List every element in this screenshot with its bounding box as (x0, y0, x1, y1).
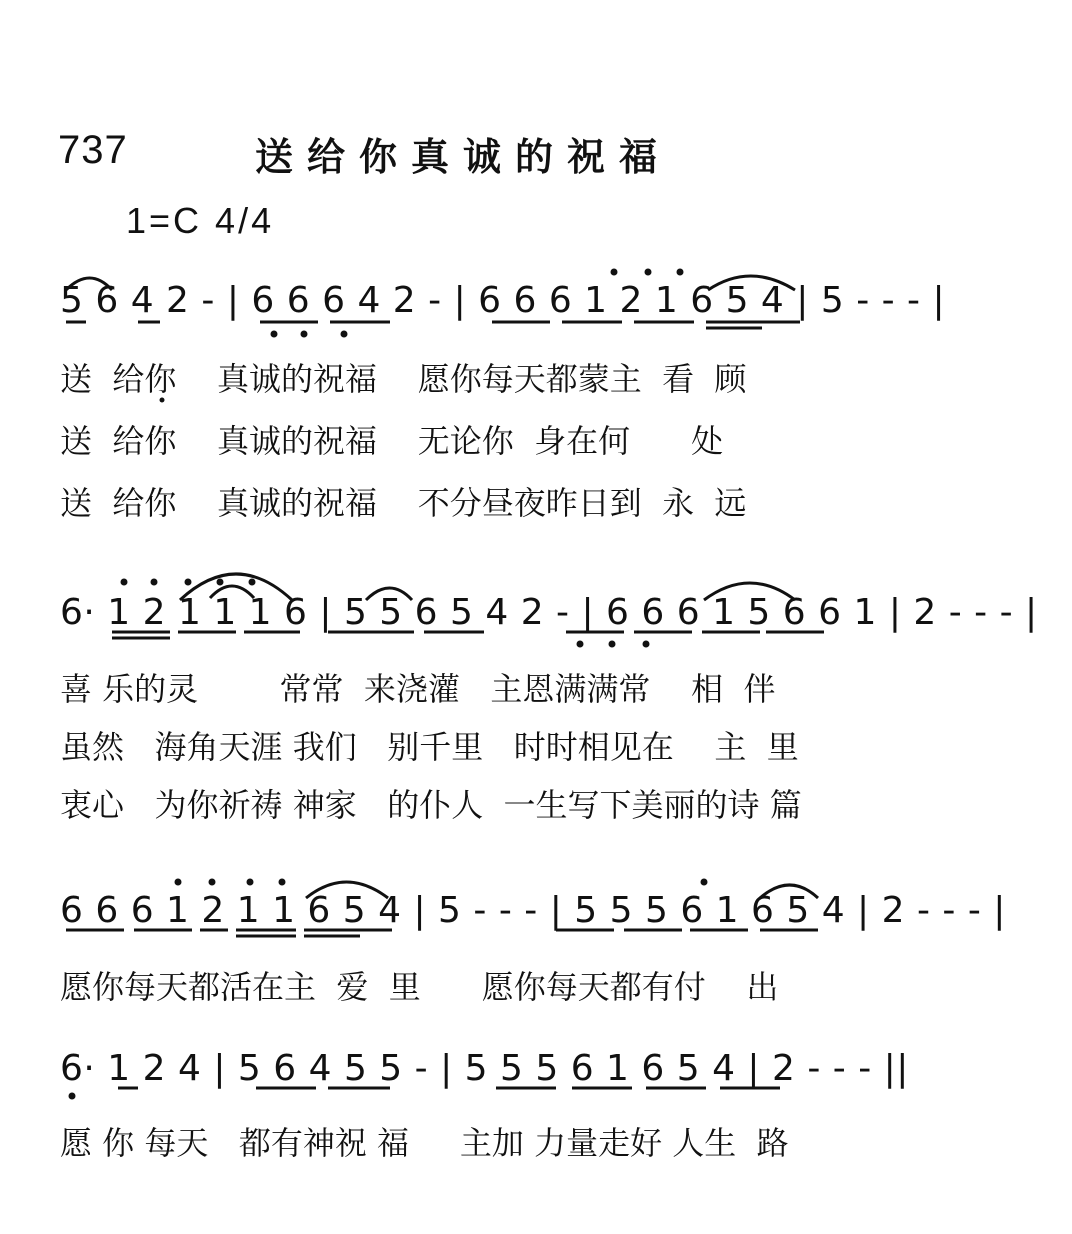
low-octave-dot (643, 641, 650, 648)
low-octave-dot (341, 331, 348, 338)
system-2-notes: 6· 1 2 1 1 1 6 | 5 5 6 5 4 2 - | 6 6 6 1 5 6 6 1 | 2 - - - | (60, 592, 1038, 633)
slur (704, 583, 795, 600)
high-octave-dot (209, 879, 216, 886)
system-4-notes: 6· 1 2 4 | 5 6 4 5 5 - | 5 5 5 6 1 6 5 4 | 2 - - - || (60, 1048, 909, 1089)
high-octave-dot (121, 579, 128, 586)
high-octave-dot (611, 269, 618, 276)
high-octave-dot (645, 269, 652, 276)
high-octave-dot (701, 879, 708, 886)
system-3-lyric-verse-1: 愿你每天都活在主 爱 里 愿你每天都有付 出 (60, 968, 779, 1006)
stray-dot (160, 398, 165, 403)
high-octave-dot (677, 269, 684, 276)
high-octave-dot (175, 879, 182, 886)
system-1-lyric-verse-1: 送 给你 真诚的祝福 愿你每天都蒙主 看 顾 (60, 360, 747, 398)
system-4-lyric-verse-1: 愿 你 每天 都有神祝 福 主加 力量走好 人生 路 (60, 1124, 789, 1162)
key-signature: 1=C 4/4 (126, 200, 275, 241)
slur (760, 885, 818, 898)
low-octave-dot (69, 1093, 76, 1100)
hymn-number: 737 (58, 128, 128, 172)
slur (66, 278, 112, 290)
high-octave-dot (217, 579, 224, 586)
slur (306, 882, 388, 898)
high-octave-dot (151, 579, 158, 586)
high-octave-dot (185, 579, 192, 586)
high-octave-dot (247, 879, 254, 886)
system-3-notes: 6 6 6 1 2 1 1 6 5 4 | 5 - - - | 5 5 5 6 1 6 5 4 | 2 - - - | (60, 890, 1006, 931)
slur (210, 586, 254, 598)
hymn-title: 送给你真诚的祝福 (255, 134, 672, 179)
system-2-lyric-verse-3: 衷心 为你祈祷 神家 的仆人 一生写下美丽的诗 篇 (60, 786, 802, 824)
system-1-lyric-verse-3: 送 给你 真诚的祝福 不分昼夜昨日到 永 远 (60, 484, 747, 522)
high-octave-dot (279, 879, 286, 886)
system-1-notes: 5 6 4 2 - | 6 6 6 4 2 - | 6 6 6 1 2 1 6 5 4 | 5 - - - | (60, 280, 946, 321)
low-octave-dot (609, 641, 616, 648)
low-octave-dot (271, 331, 278, 338)
system-2-lyric-verse-2: 虽然 海角天涯 我们 别千里 时时相见在 主 里 (60, 728, 799, 766)
high-octave-dot (249, 579, 256, 586)
system-1-lyric-verse-2: 送 给你 真诚的祝福 无论你 身在何 处 (60, 422, 724, 460)
low-octave-dot (301, 331, 308, 338)
low-octave-dot (577, 641, 584, 648)
system-2-lyric-verse-1: 喜 乐的灵 常常 来浇灌 主恩满满常 相 伴 (60, 670, 776, 708)
slur (366, 588, 412, 600)
slur (708, 276, 795, 290)
